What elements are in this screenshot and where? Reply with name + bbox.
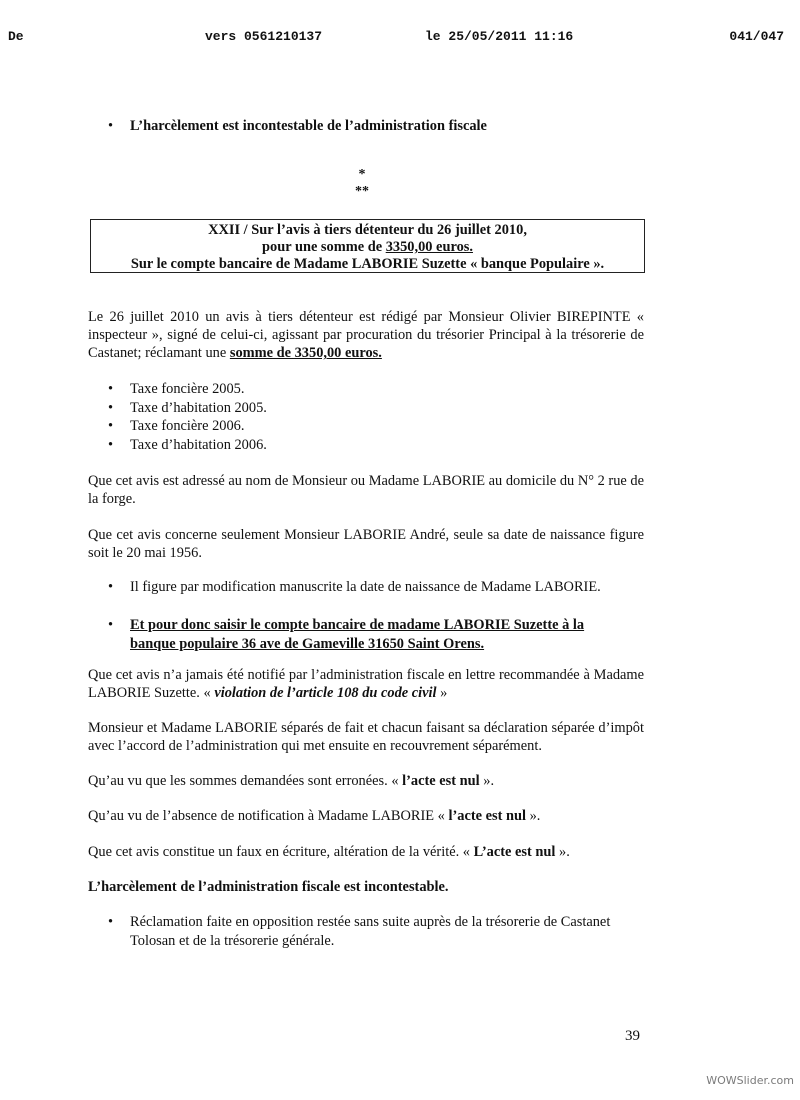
paragraph-amounts-text: Qu’au vu que les sommes demandées sont erronées. « bbox=[88, 773, 403, 789]
bullet-icon: • bbox=[108, 617, 114, 633]
bullet-complaint-line2: Tolosan et de la trésorerie générale. bbox=[130, 933, 335, 949]
tax-item-text: Taxe foncière 2005. bbox=[130, 381, 245, 397]
top-bullet-text: L’harcèlement est incontestable de l’administration fiscale bbox=[130, 118, 487, 134]
title-line1: XXII / Sur l’avis à tiers détenteur du 26 juillet 2010, bbox=[208, 222, 527, 238]
fax-timestamp: le 25/05/2011 11:16 bbox=[425, 29, 574, 44]
fax-page-counter: 041/047 bbox=[729, 29, 784, 44]
paragraph-no-notification bbox=[88, 807, 644, 825]
paragraph-amounts-emphasis: l’acte est nul bbox=[402, 773, 480, 789]
paragraph-avis bbox=[88, 308, 644, 362]
bullet-bank-line2: banque populaire 36 ave de Gameville 31650 Saint Orens. bbox=[130, 636, 485, 652]
bullet-icon: • bbox=[108, 579, 114, 595]
title-amount: 3350,00 euros. bbox=[385, 239, 473, 255]
page-number: 39 bbox=[625, 1028, 640, 1044]
paragraph-amounts-wrong bbox=[88, 772, 644, 790]
paragraph-separation: Monsieur et Madame LABORIE séparés de fait et chacun faisant sa déclaration séparée d’impôt avec l’accord de l’administration qui met ensuite en recouvrement séparément. bbox=[88, 720, 644, 754]
tax-item-text: Taxe d’habitation 2006. bbox=[130, 436, 267, 453]
bullet-bank-line1: Et pour donc saisir le compte bancaire de madame LABORIE Suzette à la bbox=[130, 617, 585, 633]
paragraph-avis-text: Le 26 juillet 2010 un avis à tiers détenteur est rédigé par Monsieur Olivier BIREPINTE « inspecteur », signé de celui-ci, agissant par procuration du trésorier Principal à la trésorerie de Castanet; réclamant une bbox=[88, 309, 644, 361]
paragraph-notification-emphasis: violation de l’article 108 du code civil bbox=[214, 685, 437, 701]
paragraph-forgery bbox=[88, 843, 644, 861]
bullet-icon: • bbox=[108, 914, 114, 930]
paragraph-amounts-close: ». bbox=[479, 773, 495, 789]
fax-from: De bbox=[8, 29, 24, 44]
paragraph-birthdate: Que cet avis concerne seulement Monsieur LABORIE André, seule sa date de naissance figure soit le 20 mai 1956. bbox=[88, 527, 644, 561]
fax-header bbox=[8, 28, 792, 46]
bullet-icon: • bbox=[108, 418, 114, 434]
bullet-icon: • bbox=[108, 381, 114, 397]
separator-line2: ** bbox=[355, 184, 369, 199]
separator-line1: * bbox=[358, 167, 366, 182]
bullet-icon: • bbox=[108, 399, 114, 416]
paragraph-forgery-close: ». bbox=[555, 844, 570, 860]
paragraph-notification bbox=[88, 666, 644, 702]
watermark: WOWSlider.com bbox=[706, 1074, 794, 1087]
title-line3: Sur le compte bancaire de Madame LABORIE Suzette « banque Populaire ». bbox=[130, 256, 605, 272]
section-title-box bbox=[90, 219, 645, 273]
conclusion-heading: L’harcèlement de l’administration fiscale est incontestable. bbox=[88, 879, 449, 895]
paragraph-no-notification-close: ». bbox=[526, 808, 541, 824]
paragraph-forgery-emphasis: L’acte est nul bbox=[473, 844, 556, 860]
title-line2 bbox=[91, 239, 644, 256]
tax-item-text: Taxe d’habitation 2005. bbox=[130, 399, 267, 416]
bullet-manuscript-text: Il figure par modification manuscrite la date de naissance de Madame LABORIE. bbox=[130, 579, 601, 595]
paragraph-notification-close: » bbox=[436, 685, 448, 701]
paragraph-no-notification-emphasis: l’acte est nul bbox=[448, 808, 526, 824]
paragraph-avis-amount: somme de 3350,00 euros. bbox=[229, 345, 382, 361]
fax-recipient: vers 0561210137 bbox=[205, 29, 323, 44]
title-line2-prefix: pour une somme de bbox=[262, 239, 386, 255]
paragraph-address: Que cet avis est adressé au nom de Monsieur ou Madame LABORIE au domicile du N° 2 rue de la forge. bbox=[88, 473, 644, 507]
paragraph-notification-text: Que cet avis n’a jamais été notifié par l’administration fiscale en lettre recommandée à Madame LABORIE Suzette. « bbox=[88, 667, 644, 701]
bullet-icon: • bbox=[108, 436, 114, 453]
tax-item-text: Taxe foncière 2006. bbox=[130, 418, 245, 434]
bullet-complaint-line1: Réclamation faite en opposition restée sans suite auprès de la trésorerie de Castanet bbox=[130, 914, 611, 930]
bullet-icon: • bbox=[108, 118, 114, 134]
paragraph-forgery-text: Que cet avis constitue un faux en écriture, altération de la vérité. « bbox=[88, 844, 474, 860]
paragraph-no-notification-text: Qu’au vu de l’absence de notification à Madame LABORIE « bbox=[88, 808, 449, 824]
